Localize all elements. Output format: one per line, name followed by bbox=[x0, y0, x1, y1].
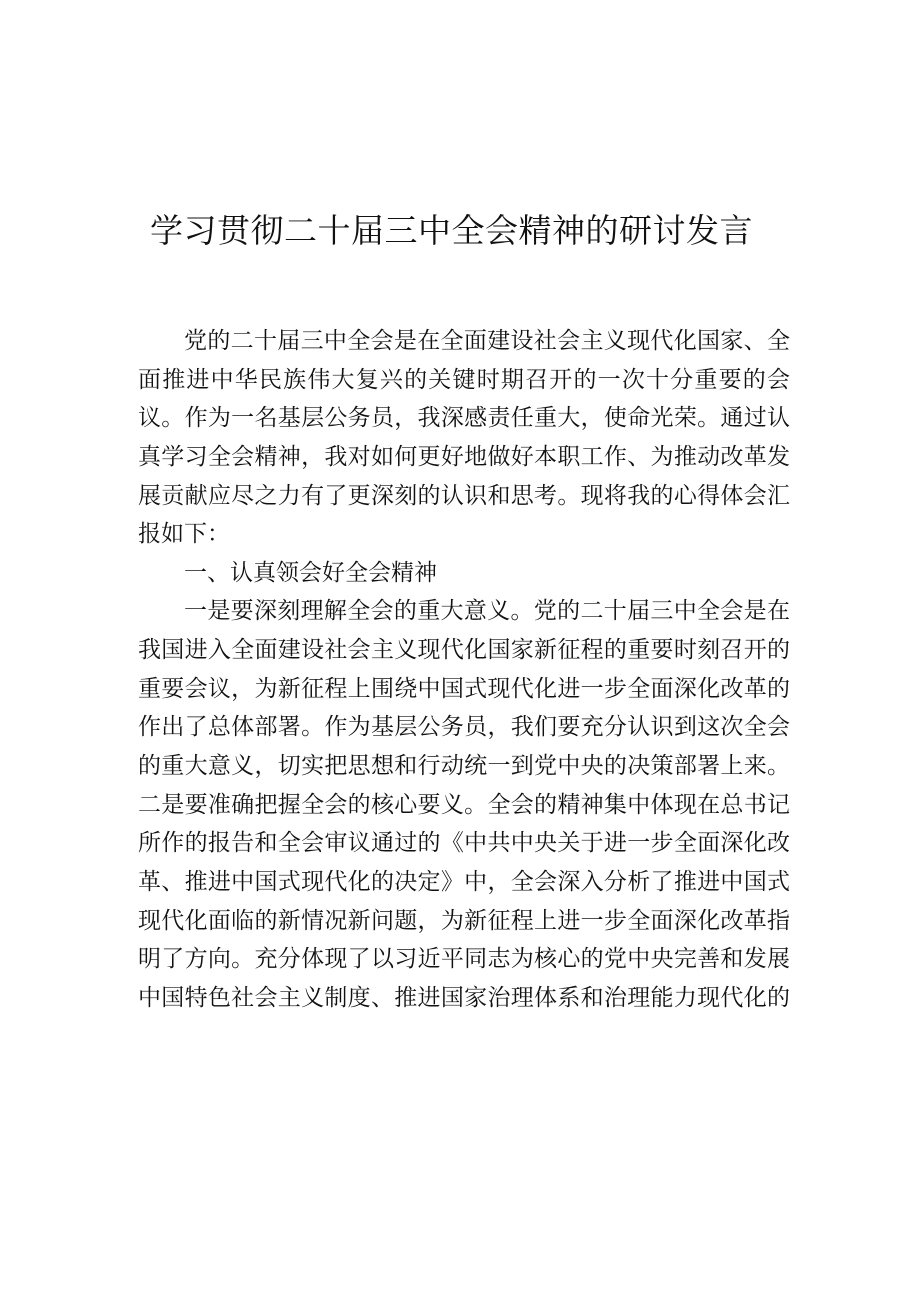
paragraph-line: 党的二十届三中全会是在全面建设社会主义现代化国家、全 bbox=[184, 328, 790, 354]
paragraph-line: 真学习全会精神，我对如何更好地做好本职工作、为推动改革发 bbox=[138, 443, 790, 470]
paragraph-line: 二是要准确把握全会的核心要义。全会的精神集中体现在总书记 bbox=[138, 791, 790, 818]
document-title: 学习贯彻二十届三中全会精神的研讨发言 bbox=[150, 211, 753, 250]
paragraph-line: 重要会议，为新征程上围绕中国式现代化进一步全面深化改革的 bbox=[138, 675, 790, 702]
paragraph-line: 革、推进中国式现代化的决定》中，全会深入分析了推进中国式 bbox=[138, 868, 790, 895]
paragraph-line: 所作的报告和全会审议通过的《中共中央关于进一步全面深化改 bbox=[138, 830, 790, 857]
paragraph-line: 报如下： bbox=[138, 521, 230, 548]
paragraph-line: 面推进中华民族伟大复兴的关键时期召开的一次十分重要的会 bbox=[138, 366, 790, 393]
paragraph-line: 明了方向。充分体现了以习近平同志为核心的党中央完善和发展 bbox=[138, 946, 790, 973]
section-heading: 一、认真领会好全会精神 bbox=[184, 559, 437, 586]
paragraph-line: 我国进入全面建设社会主义现代化国家新征程的重要时刻召开的 bbox=[138, 637, 790, 664]
paragraph-line: 现代化面临的新情况新问题，为新征程上进一步全面深化改革指 bbox=[138, 907, 790, 934]
paragraph-line: 展贡献应尽之力有了更深刻的认识和思考。现将我的心得体会汇 bbox=[138, 482, 790, 509]
paragraph-line: 作出了总体部署。作为基层公务员，我们要充分认识到这次全会 bbox=[138, 714, 790, 741]
paragraph-line: 议。作为一名基层公务员，我深感责任重大，使命光荣。通过认 bbox=[138, 405, 790, 432]
document-body bbox=[138, 322, 790, 1018]
paragraph-line: 中国特色社会主义制度、推进国家治理体系和治理能力现代化的 bbox=[138, 984, 790, 1011]
paragraph-line: 的重大意义，切实把思想和行动统一到党中央的决策部署上来。 bbox=[138, 753, 790, 780]
paragraph-line: 一是要深刻理解全会的重大意义。党的二十届三中全会是在 bbox=[184, 598, 790, 625]
